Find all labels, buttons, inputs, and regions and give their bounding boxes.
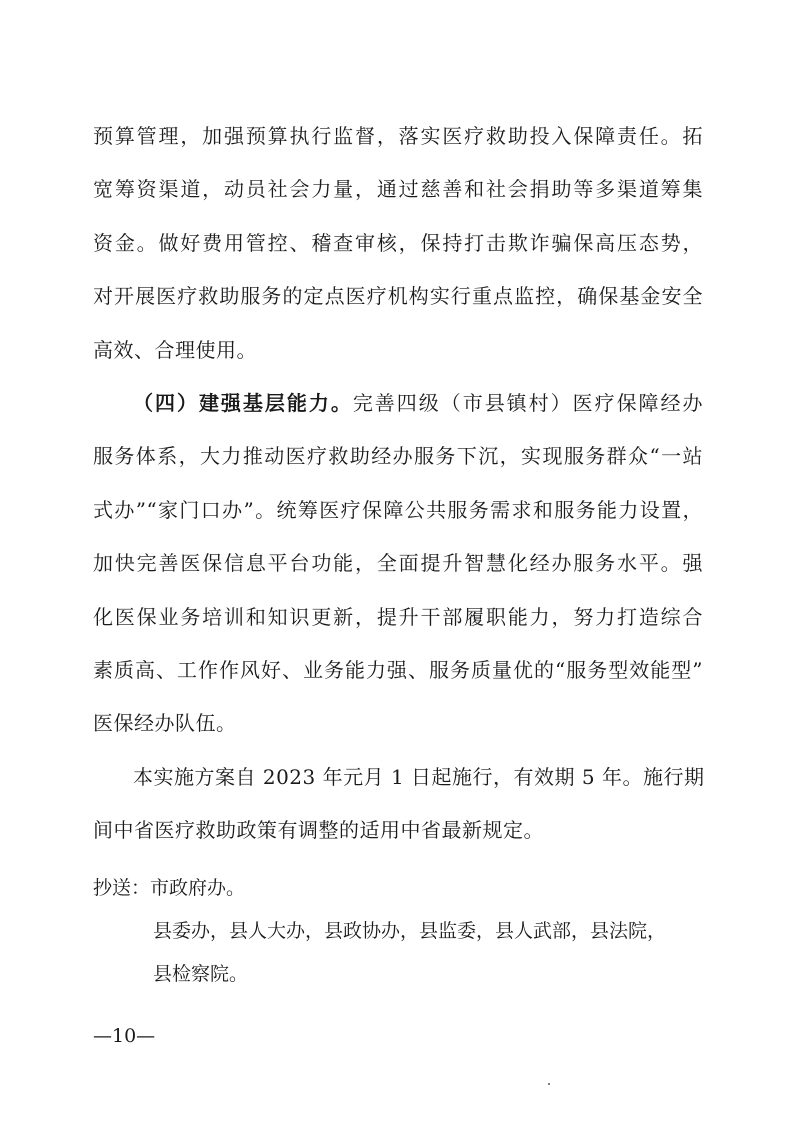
paragraph-1-line-3: 资金。做好费用管控、稽查审核，保持打击欺诈骗保高压态势， [93,230,703,255]
paragraph-1-line-4: 对开展医疗救助服务的定点医疗机构实行重点监控，确保基金安全 [93,284,703,309]
paragraph-1-line-5: 高效、合理使用。 [93,337,257,362]
paragraph-2-line-1 [93,390,704,415]
paragraph-3-line-1: 本实施方案自 2023 年元月 1 日起施行，有效期 5 年。施行期 [133,764,705,789]
paragraph-2-line-3: 式办”“家门口办”。统筹医疗保障公共服务需求和服务能力设置， [93,497,703,522]
cc-line-1: 抄送：市政府办。 [93,877,246,899]
paragraph-2-line-4: 加快完善医保信息平台功能，全面提升智慧化经办服务水平。强 [93,551,703,576]
cc-line-3: 县检察院。 [153,963,249,985]
paragraph-3-line-2: 间中省医疗救助政策有调整的适用中省最新规定。 [93,818,544,843]
section-heading: （四）建强基层能力。 [133,390,353,415]
paragraph-2-line-2: 服务体系，大力推动医疗救助经办服务下沉，实现服务群众“一站 [93,444,703,469]
paragraph-2-line-7: 医保经办队伍。 [93,711,237,736]
page-number: —10— [93,1025,156,1047]
paragraph-2-line-6: 素质高、工作作风好、业务能力强、服务质量优的“服务型效能型” [93,657,703,682]
cc-line-2: 县委办，县人大办，县政协办，县监委，县人武部，县法院， [153,920,667,942]
cc-block [93,878,703,1007]
paragraph-2-line-5: 化医保业务培训和知识更新，提升干部履职能力，努力打造综合 [93,604,703,629]
paragraph-1-line-2: 宽筹资渠道，动员社会力量，通过慈善和社会捐助等多渠道筹集 [93,177,703,202]
paragraph-2-line-1-text: 完善四级（市县镇村）医疗保障经办 [352,390,704,415]
scan-speck [548,1083,550,1085]
paragraph-1-line-1: 预算管理，加强预算执行监督，落实医疗救助投入保障责任。拓 [93,124,703,148]
document-body [93,126,703,873]
